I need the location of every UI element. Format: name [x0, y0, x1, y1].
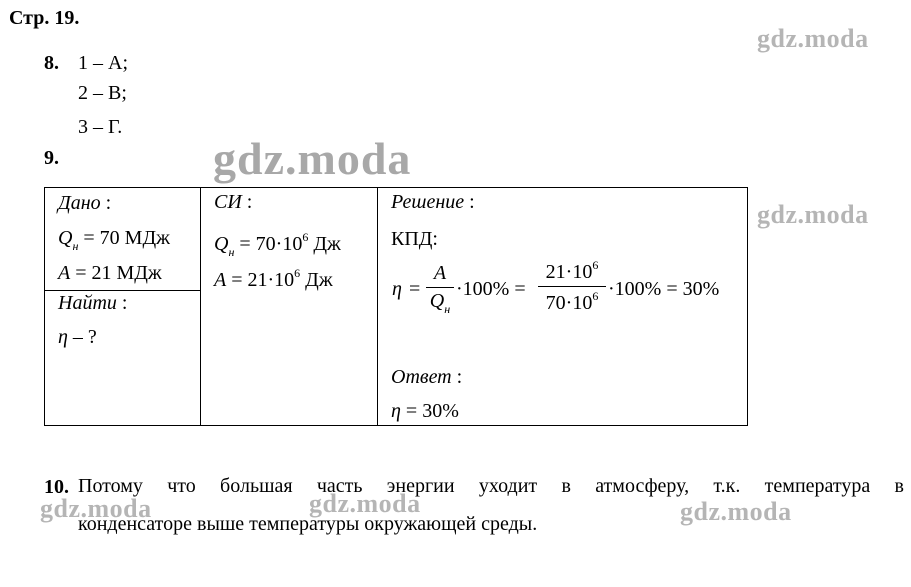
solution-heading: Решение : [391, 191, 475, 213]
task9-number: 9. [44, 147, 59, 169]
si-heading: СИ : [214, 191, 253, 213]
formula-times-100-a: ·100% = [456, 278, 526, 300]
task10-number: 10. [44, 476, 69, 498]
answer-heading: Ответ : [391, 366, 463, 388]
given-heading: Дано : [58, 192, 112, 214]
si-q: $Q_н = 70\cdot 10^6$ Дж [214, 230, 341, 259]
task8-answer-3: 3 – Г. [78, 116, 123, 138]
task8-number: 8. [44, 52, 59, 74]
find-heading: Найти : [58, 292, 128, 314]
formula-equals: = [409, 278, 421, 300]
formula-times-100-result: ·100% = 30% [608, 278, 720, 300]
watermark: gdz.moda [309, 489, 421, 518]
page-header: Стр. 19. [9, 7, 80, 29]
given-a: A = 21 МДж [58, 262, 162, 284]
task10-line-1: Потому что большая часть энергии уходит в атмосферу, т.к. температура в [78, 475, 904, 497]
formula-eta: η [392, 278, 402, 300]
task8-answer-2: 2 – В; [78, 82, 127, 104]
kpd-label: КПД: [391, 228, 438, 250]
answer-value: η = 30% [391, 400, 459, 422]
formula-fraction-a-over-q: A $Q_н$ [426, 262, 454, 317]
watermark: gdz.moda [757, 24, 869, 53]
si-a: $A = 21\cdot 10^6$ Дж [214, 266, 333, 291]
task8-answer-1: 1 – А; [78, 52, 128, 74]
given-q: $Q_н = 70$ МДж [58, 227, 170, 253]
find-eta: η – ? [58, 326, 97, 348]
watermark: gdz.moda [213, 133, 412, 184]
formula-fraction-numeric: $21\cdot 10^6$ $70\cdot 10^6$ [538, 258, 606, 315]
watermark: gdz.moda [757, 200, 869, 229]
task10-line-2: конденсаторе выше температуры окружающей среды. [78, 513, 538, 535]
watermark: gdz.moda [40, 494, 152, 523]
watermark: gdz.moda [680, 497, 792, 526]
